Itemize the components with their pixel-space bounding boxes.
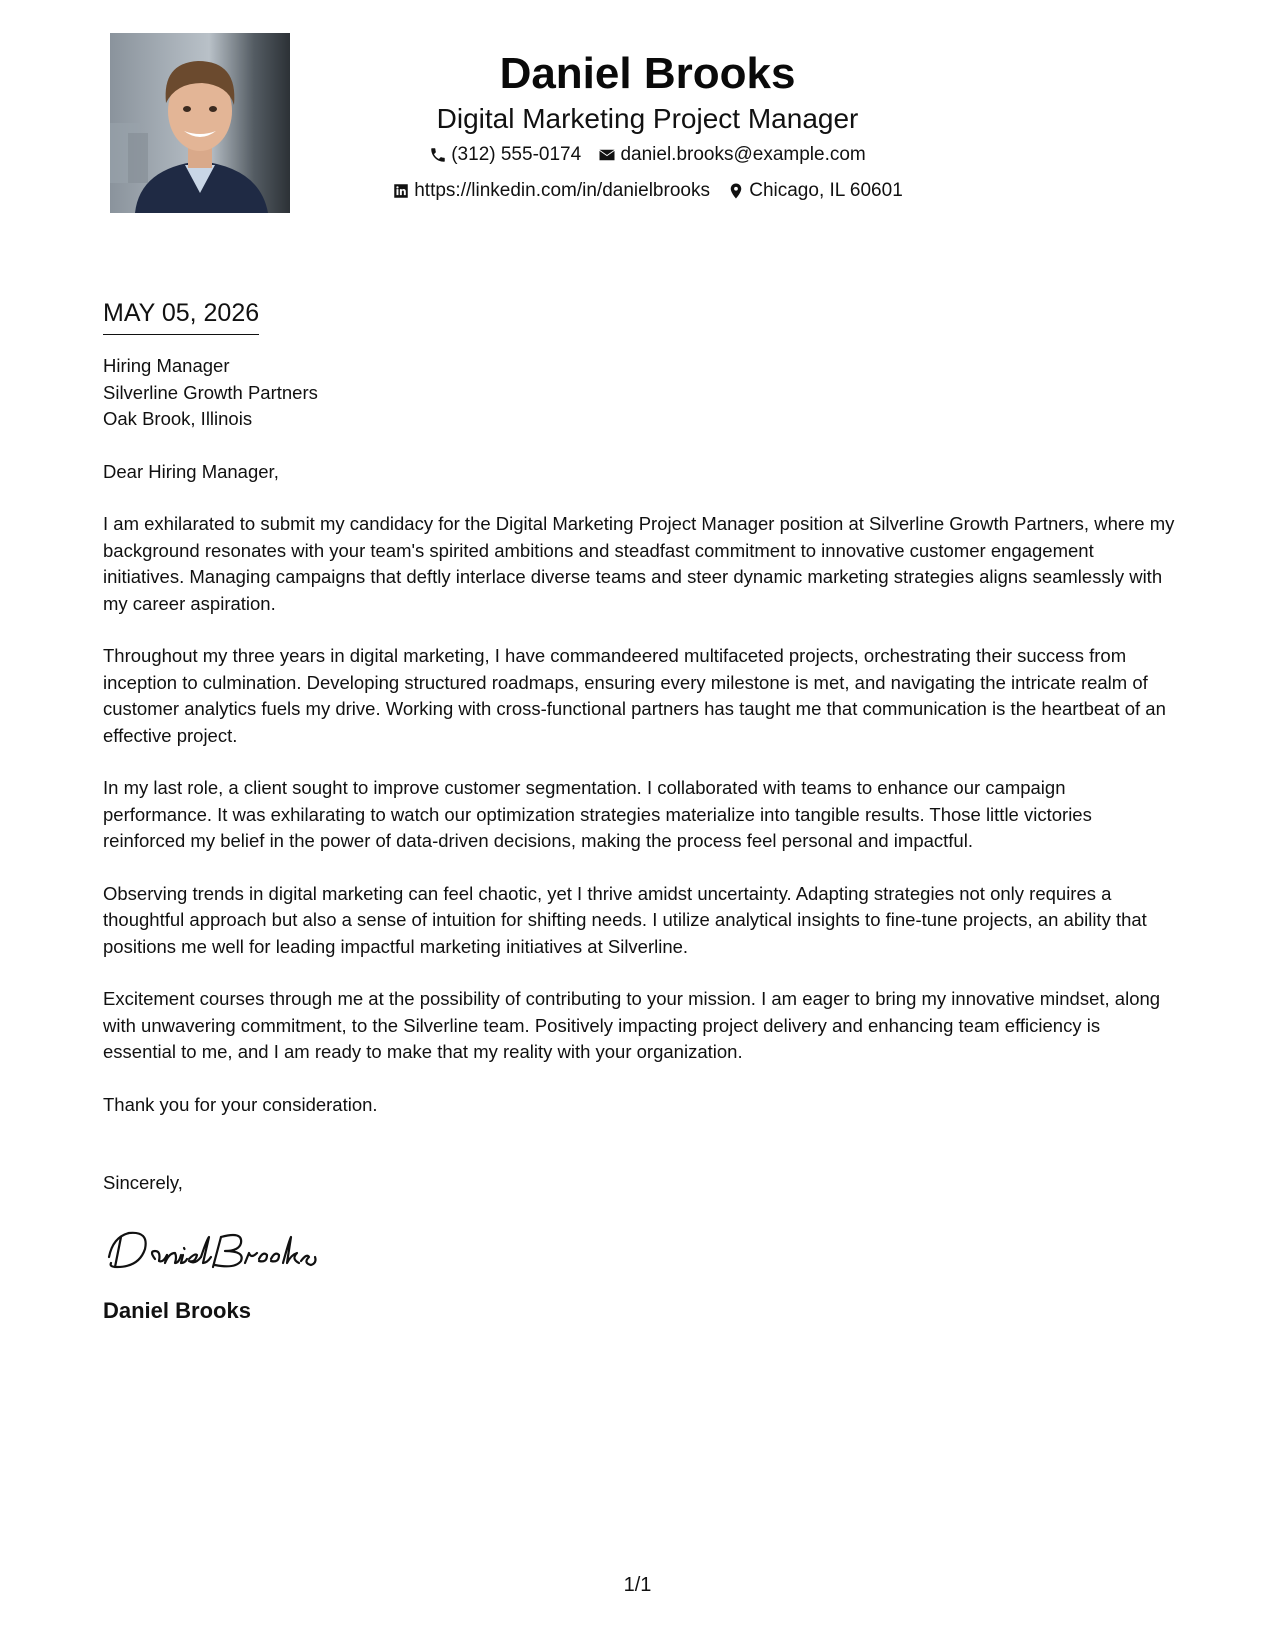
linkedin-url[interactable]: https://linkedin.com/in/danielbrooks (414, 180, 710, 201)
body-paragraph: Throughout my three years in digital marketing, I have commandeered multifaceted projects, orchestrating their success from inception to culmination. Developing structured roadmaps, ensuring every milestone is met, and navigating the intricate realm of customer analytics fuels my drive. Working with cross-functional partners has taught me that communication is the heartbeat of an effective project. (103, 645, 1166, 746)
recipient-location: Oak Brook, Illinois (103, 408, 253, 429)
location-contact (727, 178, 903, 204)
linkedin-icon (392, 182, 410, 200)
letter-body (103, 296, 1178, 1325)
body-paragraph: I am exhilarated to submit my candidacy for the Digital Marketing Project Manager position at Silverline Growth Partners, where my background resonates with your team's spirited ambitions and steadfast commitment to innovative customer engagement initiatives. Managing campaigns that deftly interlace diverse teams and steer dynamic marketing strategies aligns seamlessly with my career aspiration. (103, 513, 1175, 614)
contact-line-2 (290, 178, 1005, 208)
closing: Sincerely, (103, 1172, 183, 1193)
letter-header (290, 46, 1005, 208)
contact-line-1 (290, 142, 1005, 172)
profile-photo (110, 33, 290, 213)
email-address[interactable]: daniel.brooks@example.com (620, 144, 866, 165)
phone-icon (429, 146, 447, 164)
thank-you-line: Thank you for your consideration. (103, 1093, 378, 1115)
recipient-title: Hiring Manager (103, 355, 230, 376)
recipient-block (103, 353, 1178, 433)
location-text: Chicago, IL 60601 (749, 180, 903, 201)
salutation: Dear Hiring Manager, (103, 460, 279, 482)
map-pin-icon (727, 182, 745, 200)
body-paragraph: Observing trends in digital marketing can feel chaotic, yet I thrive amidst uncertainty. Adapting strategies not only requires a thoughtful approach but also a sense of intuition for shifting needs. I utilize analytical insights to fine-tune projects, an ability that positions me well for leading impactful marketing initiatives at Silverline. (103, 882, 1147, 957)
handwritten-signature (103, 1223, 1178, 1283)
envelope-icon (598, 146, 616, 164)
applicant-name: Daniel Brooks (499, 49, 796, 98)
body-paragraph: In my last role, a client sought to improve customer segmentation. I collaborated with teams to enhance our campaign performance. It was exhilarating to watch our optimization strategies materialize into tangible results. Those little victories reinforced my belief in the power of data-driven decisions, making the process feel personal and impactful. (103, 777, 1092, 851)
job-title: Digital Marketing Project Manager (436, 103, 859, 134)
body-paragraph: Excitement courses through me at the possibility of contributing to your mission. I am eager to bring my innovative mindset, along with unwavering commitment, to the Silverline team. Positively impacting project delivery and enhancing team efficiency is essential to me, and I am ready to make that my reality with your organization. (103, 988, 1161, 1062)
letter-date: MAY 05, 2026 (103, 296, 259, 335)
signed-name: Daniel Brooks (103, 1297, 251, 1323)
recipient-company: Silverline Growth Partners (103, 381, 318, 403)
linkedin-contact[interactable] (392, 178, 710, 204)
email-contact[interactable] (598, 142, 865, 168)
phone-number: (312) 555-0174 (451, 144, 582, 165)
page-number: 1/1 (623, 1574, 652, 1596)
phone-contact (429, 142, 581, 168)
